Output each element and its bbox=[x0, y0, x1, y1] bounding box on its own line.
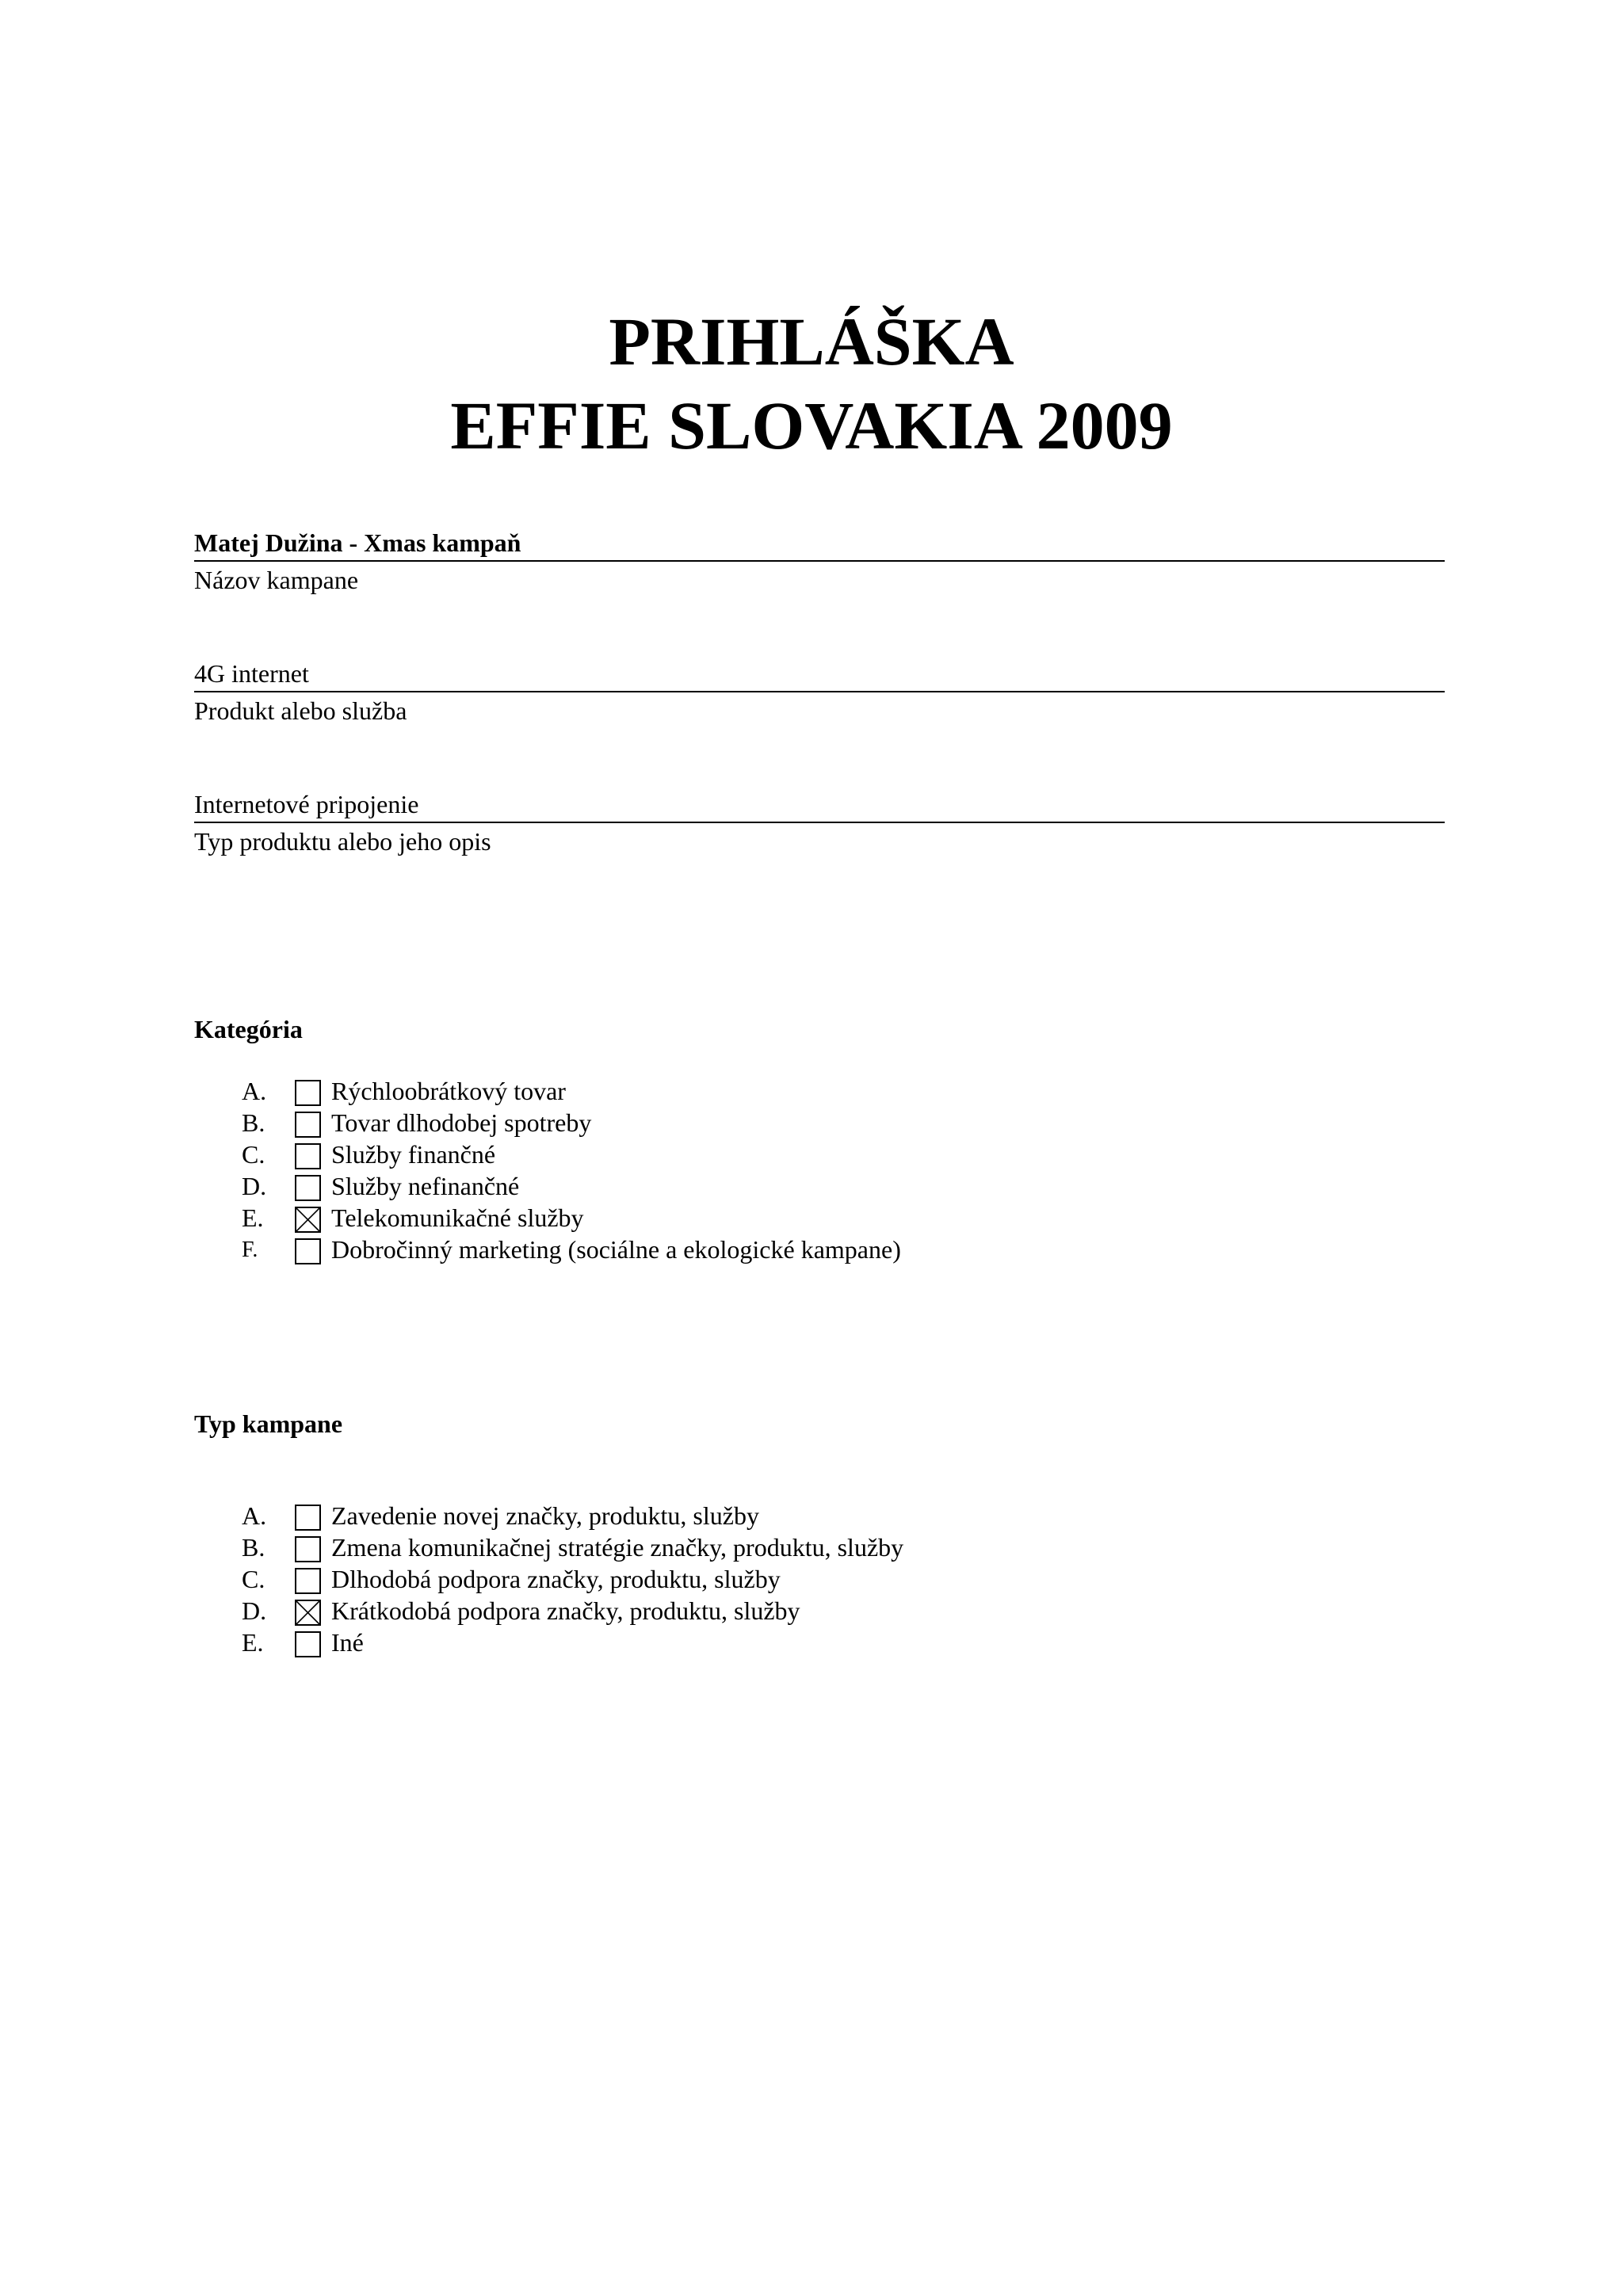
option-label: Telekomunikačné služby bbox=[331, 1203, 584, 1232]
product-caption: Produkt alebo služba bbox=[194, 696, 407, 725]
campaign-type-option-c bbox=[0, 1566, 1623, 1598]
checkbox-checked-icon[interactable] bbox=[295, 1600, 321, 1626]
checkbox-icon[interactable] bbox=[295, 1143, 321, 1169]
campaign-type-heading: Typ kampane bbox=[194, 1409, 343, 1438]
checkbox-icon[interactable] bbox=[295, 1536, 321, 1562]
campaign-type-option-a bbox=[0, 1503, 1623, 1535]
checkbox-icon[interactable] bbox=[295, 1568, 321, 1594]
checkbox-icon[interactable] bbox=[295, 1505, 321, 1531]
option-letter: F. bbox=[242, 1238, 258, 1262]
option-letter: E. bbox=[242, 1203, 264, 1232]
checkbox-icon[interactable] bbox=[295, 1238, 321, 1264]
checkbox-icon[interactable] bbox=[295, 1080, 321, 1106]
category-option-f bbox=[0, 1237, 1623, 1268]
campaign-type-options bbox=[0, 1503, 1623, 1661]
campaign-name-value: Matej Dužina - Xmas kampaň bbox=[194, 530, 1445, 562]
option-letter: D. bbox=[242, 1172, 267, 1200]
option-letter: C. bbox=[242, 1140, 265, 1169]
option-label: Služby finančné bbox=[331, 1140, 496, 1169]
checkbox-icon[interactable] bbox=[295, 1631, 321, 1657]
option-letter: B. bbox=[242, 1108, 265, 1137]
product-type-caption: Typ produktu alebo jeho opis bbox=[194, 827, 491, 856]
checkbox-icon[interactable] bbox=[295, 1112, 321, 1138]
checkbox-icon[interactable] bbox=[295, 1175, 321, 1201]
option-letter: A. bbox=[242, 1077, 267, 1105]
product-type-value: Internetové pripojenie bbox=[194, 791, 1445, 823]
option-label: Dobročinný marketing (sociálne a ekologické kampane) bbox=[331, 1235, 901, 1264]
form-subtitle: EFFIE SLOVAKIA 2009 bbox=[450, 387, 1173, 463]
option-label: Zavedenie novej značky, produktu, služby bbox=[331, 1501, 759, 1530]
campaign-name-caption: Názov kampane bbox=[194, 566, 359, 594]
option-label: Dlhodobá podpora značky, produktu, služby bbox=[331, 1565, 781, 1593]
option-letter: E. bbox=[242, 1628, 264, 1657]
campaign-type-option-e bbox=[0, 1630, 1623, 1661]
option-letter: B. bbox=[242, 1533, 265, 1562]
product-type-field bbox=[194, 791, 1445, 854]
option-label: Krátkodobá podpora značky, produktu, služby bbox=[331, 1596, 800, 1625]
option-label: Zmena komunikačnej stratégie značky, produktu, služby bbox=[331, 1533, 904, 1562]
category-heading: Kategória bbox=[194, 1015, 303, 1043]
product-field bbox=[194, 661, 1445, 723]
category-option-e bbox=[0, 1205, 1623, 1237]
form-title: PRIHLÁŠKA bbox=[609, 303, 1014, 379]
campaign-type-option-b bbox=[0, 1535, 1623, 1566]
category-option-b bbox=[0, 1110, 1623, 1142]
option-label: Tovar dlhodobej spotreby bbox=[331, 1108, 592, 1137]
category-options bbox=[0, 1078, 1623, 1268]
option-label: Služby nefinančné bbox=[331, 1172, 520, 1200]
option-letter: D. bbox=[242, 1596, 267, 1625]
campaign-name-field bbox=[194, 530, 1445, 593]
option-label: Rýchloobrátkový tovar bbox=[331, 1077, 566, 1105]
category-option-a bbox=[0, 1078, 1623, 1110]
option-label: Iné bbox=[331, 1628, 364, 1657]
category-option-c bbox=[0, 1142, 1623, 1173]
product-value: 4G internet bbox=[194, 661, 1445, 692]
checkbox-checked-icon[interactable] bbox=[295, 1207, 321, 1233]
category-option-d bbox=[0, 1173, 1623, 1205]
option-letter: A. bbox=[242, 1501, 267, 1530]
campaign-type-option-d bbox=[0, 1598, 1623, 1630]
option-letter: C. bbox=[242, 1565, 265, 1593]
